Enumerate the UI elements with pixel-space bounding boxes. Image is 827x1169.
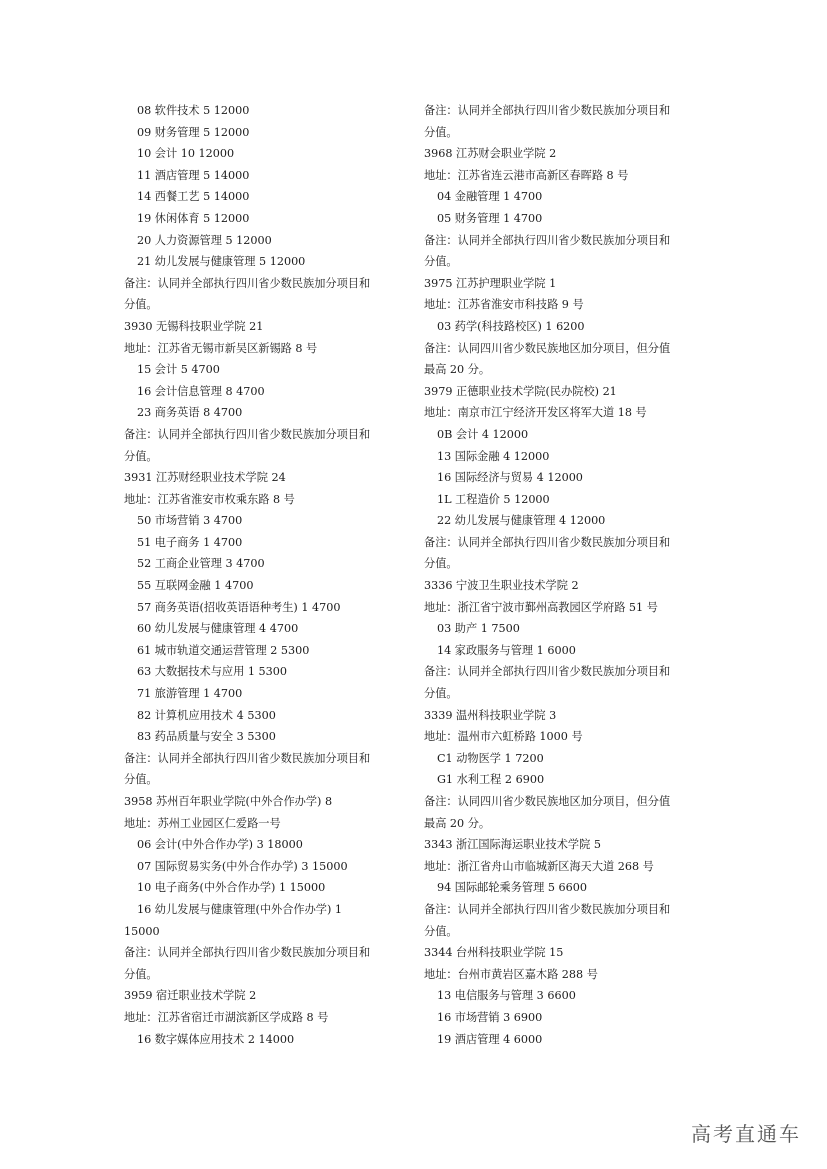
major-entry: G1 水利工程 2 6900 (437, 773, 545, 787)
school-heading: 3931 江苏财经职业技术学院 24 (124, 471, 286, 485)
left-column (124, 100, 406, 1050)
school-heading: 3958 苏州百年职业学院(中外合作办学) 8 (124, 795, 333, 808)
remark-line: 备注：认同并全部执行四川省少数民族加分项目和 (424, 535, 671, 549)
address-line: 地址：南京市江宁经济开发区将军大道 18 号 (424, 406, 647, 420)
major-entry: 06 会计(中外合作办学) 3 18000 (137, 838, 303, 852)
remark-line: 分值。 (124, 298, 158, 312)
major-entry: 19 酒店管理 4 6000 (437, 1032, 543, 1046)
major-entry: 61 城市轨道交通运营管理 2 5300 (137, 643, 310, 657)
remark-line: 15000 (124, 924, 160, 938)
major-entry: 63 大数据技术与应用 1 5300 (137, 665, 287, 679)
address-line: 地址：江苏省连云港市高新区春晖路 8 号 (424, 168, 629, 182)
school-heading: 3344 台州科技职业学院 15 (424, 946, 564, 960)
major-entry: 03 药学(科技路校区) 1 6200 (437, 319, 585, 333)
remark-line: 备注：认同并全部执行四川省少数民族加分项目和 (124, 946, 371, 960)
remark-line: 分值。 (424, 924, 458, 938)
remark-line: 分值。 (424, 125, 458, 139)
remark-line: 分值。 (424, 557, 458, 571)
major-entry: 21 幼儿发展与健康管理 5 12000 (137, 255, 306, 269)
watermark-text: 高考直通车 (691, 1122, 801, 1146)
school-heading: 3930 无锡科技职业学院 21 (124, 319, 264, 333)
school-heading: 3336 宁波卫生职业技术学院 2 (424, 579, 579, 593)
major-entry: 16 国际经济与贸易 4 12000 (437, 471, 583, 485)
major-entry: 16 数字媒体应用技术 2 14000 (137, 1032, 295, 1046)
major-entry: 19 休闲体育 5 12000 (137, 211, 250, 225)
major-entry: 10 电子商务(中外合作办学) 1 15000 (137, 881, 326, 895)
right-column (424, 100, 710, 1050)
remark-line: 分值。 (424, 687, 458, 701)
major-entry: 13 电信服务与管理 3 6600 (437, 989, 576, 1003)
major-entry: 08 软件技术 5 12000 (137, 104, 250, 117)
remark-line: 备注：认同并全部执行四川省少数民族加分项目和 (124, 751, 371, 765)
major-entry: 05 财务管理 1 4700 (437, 211, 543, 225)
address-line: 地址：江苏省淮安市科技路 9 号 (424, 298, 584, 312)
remark-line: 分值。 (124, 967, 158, 981)
remark-line: 备注：认同并全部执行四川省少数民族加分项目和 (424, 233, 671, 247)
address-line: 地址：台州市黄岩区嘉木路 288 号 (424, 967, 598, 981)
major-entry: 16 会计信息管理 8 4700 (137, 384, 265, 398)
school-heading: 3959 宿迁职业技术学院 2 (124, 989, 257, 1003)
address-line: 地址：江苏省宿迁市湖滨新区学成路 8 号 (124, 1010, 329, 1024)
major-entry: 13 国际金融 4 12000 (437, 449, 550, 463)
address-line: 地址：温州市六虹桥路 1000 号 (424, 730, 583, 744)
address-line: 地址：江苏省无锡市新吴区新锡路 8 号 (124, 341, 318, 355)
remark-line: 备注：认同四川省少数民族地区加分项目，但分值 (424, 795, 671, 808)
school-heading: 3968 江苏财会职业学院 2 (424, 147, 557, 161)
major-entry: 51 电子商务 1 4700 (137, 535, 243, 549)
major-entry: 11 酒店管理 5 14000 (137, 168, 250, 182)
remark-line: 最高 20 分。 (424, 816, 491, 830)
major-entry: 71 旅游管理 1 4700 (137, 687, 243, 701)
remark-line: 备注：认同并全部执行四川省少数民族加分项目和 (124, 427, 371, 441)
remark-line: 备注：认同并全部执行四川省少数民族加分项目和 (424, 665, 671, 679)
major-entry: 16 市场营销 3 6900 (437, 1010, 543, 1024)
major-entry: 15 会计 5 4700 (137, 363, 220, 377)
major-entry: 04 金融管理 1 4700 (437, 190, 543, 204)
remark-line: 分值。 (124, 449, 158, 463)
major-entry: 50 市场营销 3 4700 (137, 514, 243, 528)
address-line: 地址：江苏省淮安市枚乘东路 8 号 (124, 492, 295, 506)
remark-line: 分值。 (124, 773, 158, 787)
major-entry: 83 药品质量与安全 3 5300 (137, 730, 276, 744)
address-line: 地址：浙江省宁波市鄞州高教园区学府路 51 号 (424, 600, 658, 614)
major-entry: 23 商务英语 8 4700 (137, 406, 243, 420)
school-heading: 3975 江苏护理职业学院 1 (424, 276, 557, 290)
major-entry: 94 国际邮轮乘务管理 5 6600 (437, 881, 587, 895)
major-entry: 09 财务管理 5 12000 (137, 125, 250, 139)
remark-line: 备注：认同四川省少数民族地区加分项目，但分值 (424, 341, 671, 355)
remark-line: 备注：认同并全部执行四川省少数民族加分项目和 (424, 104, 671, 117)
major-entry: 03 助产 1 7500 (437, 622, 520, 636)
major-entry: 10 会计 10 12000 (137, 147, 235, 161)
major-entry: 14 家政服务与管理 1 6000 (437, 643, 576, 657)
major-entry: 14 西餐工艺 5 14000 (137, 190, 250, 204)
remark-line: 最高 20 分。 (424, 363, 491, 377)
major-entry: 55 互联网金融 1 4700 (137, 579, 254, 593)
remark-line: 分值。 (424, 255, 458, 269)
address-line: 地址：苏州工业园区仁爱路一号 (124, 816, 281, 830)
address-line: 地址：浙江省舟山市临城新区海天大道 268 号 (424, 859, 654, 873)
major-entry: 22 幼儿发展与健康管理 4 12000 (437, 514, 606, 528)
school-heading: 3339 温州科技职业学院 3 (424, 708, 557, 722)
remark-line: 备注：认同并全部执行四川省少数民族加分项目和 (424, 902, 671, 916)
major-entry: 57 商务英语(招收英语语种考生) 1 4700 (137, 600, 341, 614)
major-entry: 0B 会计 4 12000 (437, 427, 529, 441)
major-entry: C1 动物医学 1 7200 (437, 751, 544, 765)
school-heading: 3343 浙江国际海运职业技术学院 5 (424, 838, 601, 852)
remark-line: 备注：认同并全部执行四川省少数民族加分项目和 (124, 276, 371, 290)
major-entry: 07 国际贸易实务(中外合作办学) 3 15000 (137, 859, 348, 873)
major-entry: 52 工商企业管理 3 4700 (137, 557, 265, 571)
major-entry: 20 人力资源管理 5 12000 (137, 233, 272, 247)
major-entry: 16 幼儿发展与健康管理(中外合作办学) 1 (137, 902, 343, 916)
school-heading: 3979 正德职业技术学院(民办院校) 21 (424, 384, 617, 398)
major-entry: 82 计算机应用技术 4 5300 (137, 708, 276, 722)
major-entry: 1L 工程造价 5 12000 (437, 492, 550, 506)
major-entry: 60 幼儿发展与健康管理 4 4700 (137, 622, 299, 636)
